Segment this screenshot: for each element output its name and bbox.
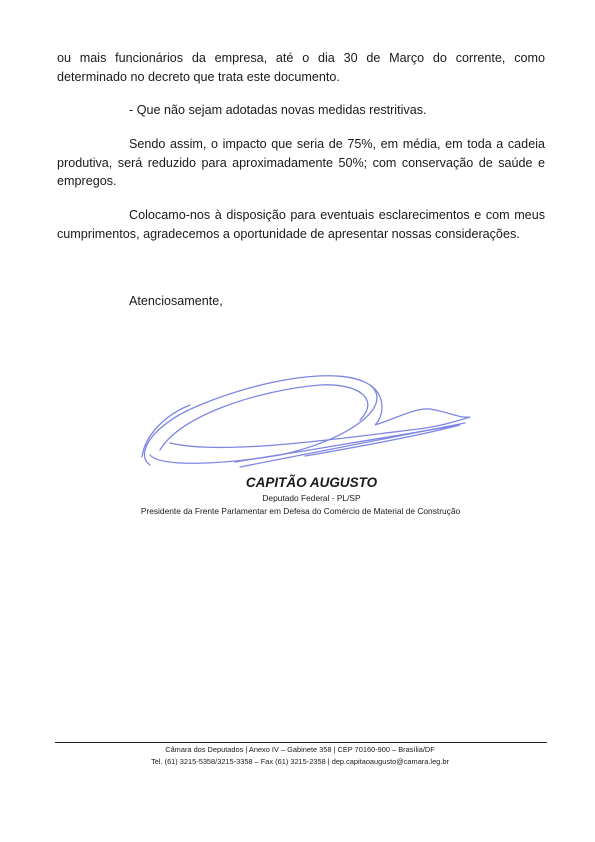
paragraph-closing: Colocamo-nos à disposição para eventuais esclarecimentos e com meus cumprimentos, agradecemos a oportunidade de apresentar nossas considerações. (57, 208, 545, 241)
signatory-title: Presidente da Frente Parlamentar em Defesa do Comércio de Material de Construção (140, 506, 461, 516)
signatory-name: CAPITÃO AUGUSTO (245, 475, 378, 490)
footer-address: Câmara dos Deputados | Anexo IV – Gabinete 358 | CEP 70160-900 – Brasília/DF (165, 745, 435, 754)
salutation: Atenciosamente, (129, 294, 223, 308)
footer-contact: Tel. (61) 3215-5358/3215-3358 – Fax (61) 3215-2358 | dep.capitaoaugusto@camara.leg.br (151, 757, 449, 766)
handwritten-signature (130, 355, 480, 480)
paragraph-impact: Sendo assim, o impacto que seria de 75%, em média, em toda a cadeia produtiva, será reduzido para aproximadamente 50%; com conservação de saúde e empregos. (57, 137, 545, 188)
signatory-role: Deputado Federal - PL/SP (262, 493, 361, 503)
paragraph-no-new-restrictions: - Que não sejam adotadas novas medidas restritivas. (129, 103, 427, 117)
paragraph-deadline: ou mais funcionários da empresa, até o dia 30 de Março do corrente, como determinado no decreto que trata este documento. (57, 51, 545, 84)
footer-divider (55, 742, 547, 743)
